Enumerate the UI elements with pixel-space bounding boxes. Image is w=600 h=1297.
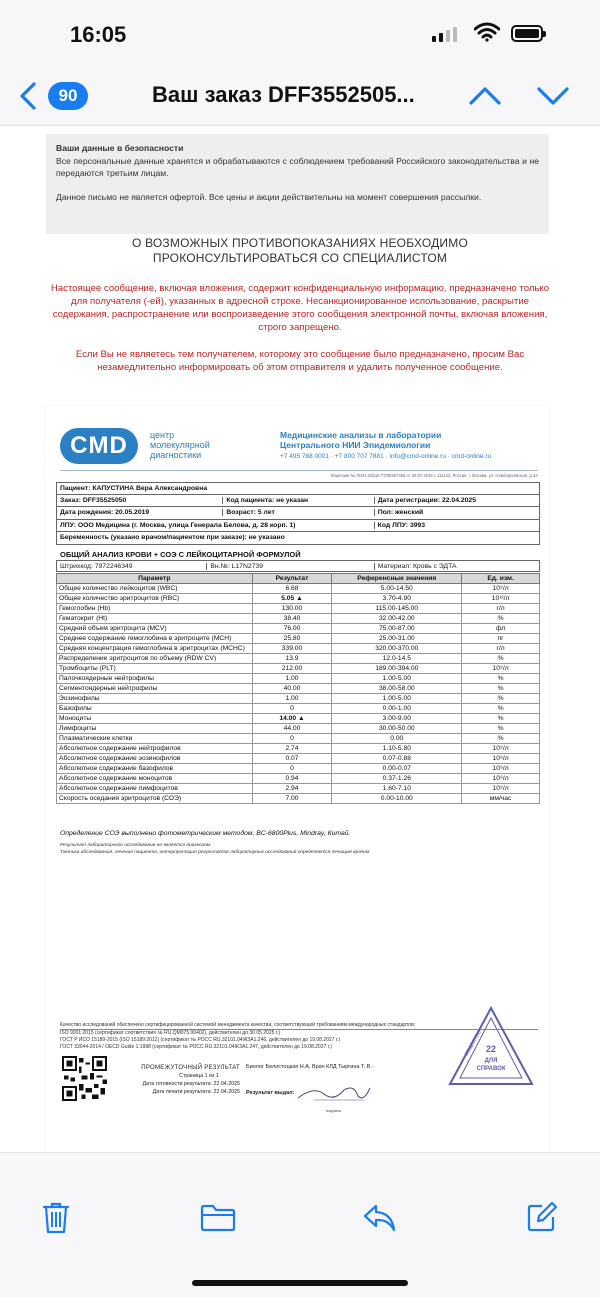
- unit-cell: 10⁹/л: [462, 744, 540, 754]
- reference-range-cell: 0.00: [332, 734, 462, 744]
- result-value-cell: 0: [252, 764, 332, 774]
- qr-code-icon: [62, 1056, 107, 1101]
- parameter-cell: Абсолютное содержание базофилов: [57, 764, 253, 774]
- reference-range-cell: 1.10-5.80: [332, 744, 462, 754]
- reference-range-cell: 3.70-4.90: [332, 594, 462, 604]
- result-value-cell: 0.94: [252, 774, 332, 784]
- result-value-cell: 40.00: [252, 684, 332, 694]
- parameter-cell: Абсолютное содержание моноцитов: [57, 774, 253, 784]
- result-value-cell: 14.00 ▲: [252, 714, 332, 724]
- result-value-cell: 130.00: [252, 604, 332, 614]
- unit-cell: 10¹²/л: [462, 594, 540, 604]
- contraindications-warning: О ВОЗМОЖНЫХ ПРОТИВОПОКАЗАНИЯХ НЕОБХОДИМО ПРОКОНСУЛЬТИРОВАТЬСЯ СО СПЕЦИАЛИСТОМ: [132, 236, 468, 265]
- print-date: Дата печати результата: 22.04.2025: [152, 1089, 240, 1095]
- confidentiality-notice: Настоящее сообщение, включая вложения, содержит конфиденциальную информацию, предназначено только для получателя (-ей), указанных в адресной строке. Несанкционированное использование, раскрытие содержания, распространение или воспроизведение этого сообщения электронной почты, включая вложения, строго запрещено.: [50, 283, 550, 333]
- result-value-cell: 25.80: [252, 634, 332, 644]
- result-value-cell: 2.74: [252, 744, 332, 754]
- result-row: [57, 774, 540, 784]
- reference-range-cell: 0.00-0.07: [332, 764, 462, 774]
- quality-line: Качество исследований обеспечено сертифицированной системой менеджмента качества, соответствующей требованиям международных стандартов:: [60, 1022, 538, 1030]
- result-row: [57, 694, 540, 704]
- result-row: [57, 764, 540, 774]
- result-row: [57, 704, 540, 714]
- patient-code: Код пациента: не указан: [222, 497, 373, 504]
- reference-range-cell: 38.00-58.00: [332, 684, 462, 694]
- parameter-cell: Палочкоядерные нейтрофилы: [57, 674, 253, 684]
- security-heading: Ваши данные в безопасности: [56, 143, 184, 153]
- result-value-cell: 7.00: [252, 794, 332, 804]
- material: Материал: Кровь с ЭДТА: [374, 563, 539, 570]
- unit-cell: 10⁹/л: [462, 664, 540, 674]
- previous-message-chevron-up-icon[interactable]: [468, 82, 502, 110]
- reference-range-cell: 1.00-5.00: [332, 694, 462, 704]
- logo-subtitle-line: центр: [150, 430, 175, 440]
- result-value-cell: 339.00: [252, 644, 332, 654]
- unit-cell: 10⁹/л: [462, 784, 540, 794]
- parameter-cell: Гемоглобин (Hb): [57, 604, 253, 614]
- result-row: [57, 784, 540, 794]
- parameter-cell: Плазматические клетки: [57, 734, 253, 744]
- stamp-number: 22: [485, 1044, 497, 1054]
- result-row: [57, 664, 540, 674]
- home-indicator[interactable]: [192, 1280, 408, 1286]
- lpu-code: Код ЛПУ: 3993: [374, 522, 539, 529]
- parameter-cell: Средняя концентрация гемоглобина в эритроцитах (MCHC): [57, 644, 253, 654]
- interim-result-label: ПРОМЕЖУТОЧНЫЙ РЕЗУЛЬТАТ: [141, 1065, 240, 1071]
- unit-cell: %: [462, 734, 540, 744]
- birth-date: Дата рождения: 20.05.2019: [60, 509, 150, 517]
- parameter-cell: Общее количество эритроцитов (RBC): [57, 594, 253, 604]
- cmd-logo: CMD: [60, 428, 138, 464]
- result-row: [57, 644, 540, 654]
- mail-bottom-toolbar: [0, 1152, 600, 1297]
- lpu: ЛПУ: ООО Медицина (г. Москва, улица Генерала Белова, д. 28 корп. 1): [60, 521, 296, 529]
- test-title: ОБЩИЙ АНАЛИЗ КРОВИ + СОЭ С ЛЕЙКОЦИТАРНОЙ ФОРМУЛОЙ: [60, 550, 301, 559]
- stamp-text: СПРАВОК: [476, 1066, 506, 1072]
- result-row: [57, 684, 540, 694]
- lab-title-line: Медицинские анализы в лаборатории: [280, 430, 442, 440]
- mail-body[interactable]: [0, 126, 600, 1151]
- reply-icon[interactable]: [362, 1203, 396, 1233]
- compose-icon[interactable]: [526, 1201, 558, 1233]
- patient-age: Возраст: 5 лет: [222, 509, 373, 516]
- disclaimer-line: Результат лабораторного исследования не является диагнозом.: [60, 843, 212, 848]
- disclaimer-notes: [60, 843, 370, 856]
- message-subject-title: Ваш заказ DFF3552505...: [152, 82, 415, 107]
- reference-range-cell: 12.0-14.5: [332, 654, 462, 664]
- result-row: [57, 674, 540, 684]
- barcode: Штрихкод: 7972246349: [60, 562, 133, 570]
- trash-icon[interactable]: [42, 1201, 70, 1235]
- reference-range-cell: 32.00-42.00: [332, 614, 462, 624]
- reference-range-cell: 5.00-14.50: [332, 584, 462, 594]
- back-chevron-icon[interactable]: [16, 80, 40, 112]
- wrong-recipient-notice: Если Вы не являетесь тем получателем, которому это сообщение было предназначено, просим Вас незамедлительно информировать об этом отправителя и удалить полученное сообщение.: [75, 349, 525, 373]
- result-value-cell: 44.00: [252, 724, 332, 734]
- parameter-cell: Базофилы: [57, 704, 253, 714]
- reference-range-cell: 1.60-7.10: [332, 784, 462, 794]
- unit-cell: пг: [462, 634, 540, 644]
- stamp-text: ОБЩЕСТВО: [463, 1029, 483, 1058]
- result-footer-info: [128, 1064, 240, 1096]
- parameter-cell: Эозинофилы: [57, 694, 253, 704]
- result-row: [57, 734, 540, 744]
- column-header: Параметр: [57, 574, 253, 584]
- parameter-cell: Среднее содержание гемоглобина в эритроците (MCH): [57, 634, 253, 644]
- parameter-cell: Скорость оседания эритроцитов (СОЭ): [57, 794, 253, 804]
- security-text: Все персональные данные хранятся и обрабатываются с соблюдением требований Российского законодательства и не передаются третьим лицам.: [56, 156, 539, 178]
- ready-date: Дата готовности результата: 22.04.2025: [142, 1081, 240, 1087]
- result-value-cell: 0: [252, 734, 332, 744]
- quality-line: ISO 9001:2015 (сертификат соответствия № RU.QM075.00402), действителен до 30.05.2025 г.): [60, 1030, 281, 1036]
- method-note: Определение СОЭ выполнено фотометрическим методом, BC-6800Plus, Mindray, Китай.: [60, 830, 351, 837]
- result-value-cell: 5.05 ▲: [252, 594, 332, 604]
- status-bar: [0, 0, 600, 70]
- biologist-names: Биолог Белостоцкая Н.А, Врач КЛД Тыргина Т. В.: [246, 1064, 372, 1070]
- reference-range-cell: 30.00-50.00: [332, 724, 462, 734]
- result-row: [57, 654, 540, 664]
- column-header: Результат: [252, 574, 332, 584]
- parameter-cell: Сегментоядерные нейтрофилы: [57, 684, 253, 694]
- quality-line: ГОСТ Р ИСО 15189-2015 (ISO 15189:2012) (сертификат № РОСС RU.32101.04ЖЗА1.246, действителен до 19.08.2027 г.): [60, 1037, 341, 1043]
- stamp-text: ДЛЯ: [484, 1058, 498, 1064]
- unit-cell: %: [462, 674, 540, 684]
- result-row: [57, 754, 540, 764]
- parameter-cell: Моноциты: [57, 714, 253, 724]
- unit-cell: %: [462, 724, 540, 734]
- result-row: [57, 584, 540, 594]
- battery-icon: [511, 25, 543, 42]
- result-value-cell: 38.40: [252, 614, 332, 624]
- reference-range-cell: 320.00-370.00: [332, 644, 462, 654]
- unit-cell: %: [462, 694, 540, 704]
- result-issued-label: Результат выдал:: [246, 1090, 295, 1096]
- unit-cell: %: [462, 704, 540, 714]
- result-row: [57, 714, 540, 724]
- patient-sex: Пол: женский: [374, 509, 539, 516]
- logo-subtitle: [150, 430, 210, 460]
- lab-report-document[interactable]: [46, 406, 549, 1156]
- quality-line: ГОСТ 33044-2014 / OECD Guide 1:1998 (сертификат № РОСС RU.32101.04ЖЗА1.247, действителен до 19.08.2027 г.): [60, 1044, 332, 1050]
- unit-cell: г/л: [462, 604, 540, 614]
- result-row: [57, 614, 540, 624]
- unit-cell: г/л: [462, 644, 540, 654]
- signature-caption: подпись: [326, 1108, 342, 1113]
- parameter-cell: Общее количество лейкоцитов (WBC): [57, 584, 253, 594]
- results-table: [56, 573, 540, 804]
- offer-disclaimer: Данное письмо не является офертой. Все цены и акции действительны на момент совершения рассылки.: [56, 192, 482, 202]
- reference-range-cell: 0.07-0.88: [332, 754, 462, 764]
- doctor-signature: [294, 1076, 374, 1106]
- reference-range-cell: 25.00-31.00: [332, 634, 462, 644]
- disclaimer-line: Тактика обследования, лечения пациента, интерпретация результатов лабораторных исследований определяется лечащим врачом.: [60, 849, 371, 855]
- reference-range-cell: 3.00-9.00: [332, 714, 462, 724]
- mail-nav-bar: [0, 70, 600, 126]
- external-number: Вн.№: L17N2739: [206, 563, 373, 570]
- unit-cell: %: [462, 614, 540, 624]
- wifi-icon: [474, 22, 500, 42]
- unit-cell: 10⁹/л: [462, 774, 540, 784]
- next-message-chevron-down-icon[interactable]: [536, 82, 570, 110]
- pregnancy-status: Беременность (указано врачом/пациентом при заказе): не указано: [60, 534, 285, 542]
- reference-range-cell: 75.00-87.00: [332, 624, 462, 634]
- unit-cell: 10⁹/л: [462, 764, 540, 774]
- result-row: [57, 744, 540, 754]
- logo-subtitle-line: молекулярной: [150, 440, 210, 450]
- sample-identifiers: [56, 560, 540, 572]
- unread-count-badge[interactable]: 90: [48, 82, 88, 110]
- column-header: Референсные значения: [332, 574, 462, 584]
- reference-range-cell: 1.00-5.00: [332, 674, 462, 684]
- parameter-cell: Тромбоциты (PLT): [57, 664, 253, 674]
- license-line: Лицензия № ЛО41-00110-77/00397456 от 05.07.2016 г. 111123, Россия, г. Москва, ул. Новогиреевская, д.3А: [60, 470, 538, 478]
- unit-cell: %: [462, 714, 540, 724]
- result-row: [57, 634, 540, 644]
- reference-range-cell: 0.00-1.00: [332, 704, 462, 714]
- reference-range-cell: 0.00-10.00: [332, 794, 462, 804]
- unit-cell: 10⁹/л: [462, 584, 540, 594]
- unit-cell: %: [462, 654, 540, 664]
- order-number: Заказ: DFF35525050: [60, 496, 127, 504]
- reference-range-cell: 189.00-394.00: [332, 664, 462, 674]
- result-row: [57, 604, 540, 614]
- result-value-cell: 212.00: [252, 664, 332, 674]
- parameter-cell: Абсолютное содержание эозинофилов: [57, 754, 253, 764]
- parameter-cell: Распределение эритроцитов по объему (RDW CV): [57, 654, 253, 664]
- unit-cell: фл: [462, 624, 540, 634]
- patient-name: Пациент: КАПУСТИНА Вера Александровна: [60, 484, 208, 492]
- result-value-cell: 0.07: [252, 754, 332, 764]
- result-row: [57, 794, 540, 804]
- parameter-cell: Абсолютное содержание лимфоцитов: [57, 784, 253, 794]
- registration-date: Дата регистрации: 22.04.2025: [374, 497, 539, 504]
- patient-info-table: [56, 482, 540, 545]
- lab-title: [280, 430, 441, 450]
- cellular-signal-icon: [432, 27, 457, 42]
- result-row: [57, 724, 540, 734]
- security-notice: [46, 134, 549, 234]
- result-row: [57, 624, 540, 634]
- parameter-cell: Средний объем эритроцита (MCV): [57, 624, 253, 634]
- result-value-cell: 13.9: [252, 654, 332, 664]
- unit-cell: мм/час: [462, 794, 540, 804]
- parameter-cell: Лимфоциты: [57, 724, 253, 734]
- status-time: 16:05: [70, 22, 127, 47]
- parameter-cell: Гематокрит (Ht): [57, 614, 253, 624]
- logo-subtitle-line: диагностики: [150, 450, 202, 460]
- unit-cell: 10⁹/л: [462, 754, 540, 764]
- result-value-cell: 1.00: [252, 694, 332, 704]
- parameter-cell: Абсолютное содержание нейтрофилов: [57, 744, 253, 754]
- reference-range-cell: 115.00-145.00: [332, 604, 462, 614]
- result-value-cell: 2.94: [252, 784, 332, 794]
- result-value-cell: 1.00: [252, 674, 332, 684]
- folder-icon[interactable]: [200, 1204, 236, 1232]
- lab-stamp: [446, 1004, 536, 1094]
- result-row: [57, 594, 540, 604]
- result-value-cell: 0: [252, 704, 332, 714]
- lab-contacts: +7 495 788 0001 · +7 800 707 7881 · info@cmd-online.ru · cmd-online.ru: [280, 453, 492, 460]
- reference-range-cell: 0.37-1.26: [332, 774, 462, 784]
- page-number: Страница 1 из 1: [179, 1073, 219, 1079]
- lab-title-line: Центрального НИИ Эпидемиологии: [280, 440, 431, 450]
- column-header: Ед. изм.: [462, 574, 540, 584]
- result-value-cell: 76.00: [252, 624, 332, 634]
- unit-cell: %: [462, 684, 540, 694]
- result-value-cell: 6.68: [252, 584, 332, 594]
